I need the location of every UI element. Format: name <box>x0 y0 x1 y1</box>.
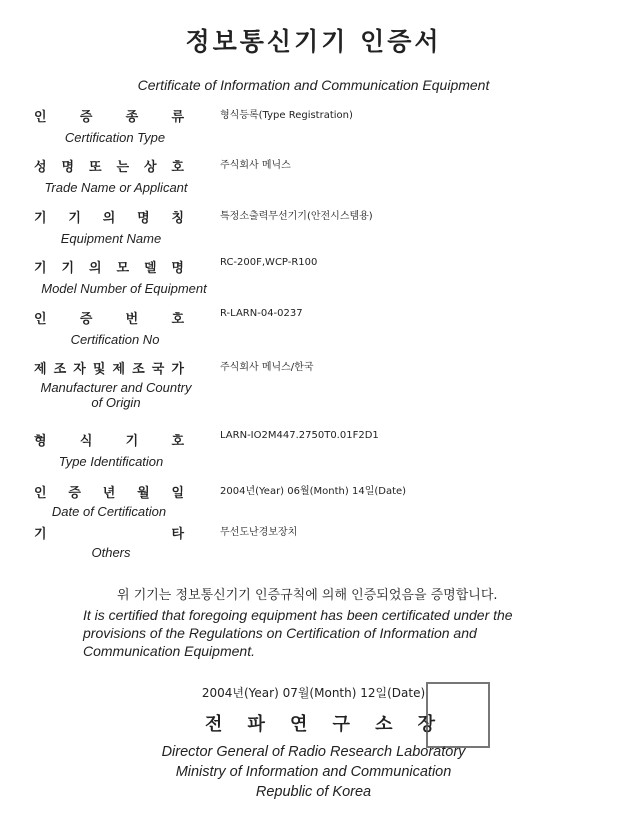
field-label-char: 기 <box>68 211 81 226</box>
field-label-char: 국 <box>151 362 165 377</box>
field-label-char: 조 <box>132 362 145 377</box>
field-label-char: 의 <box>102 211 116 226</box>
issuer-char: 파 <box>247 714 265 735</box>
issuer-char: 구 <box>332 714 350 735</box>
field-label-char: 기 <box>61 261 75 276</box>
field-value: LARN-IO2M447.2750T0.01F2D1 <box>220 430 379 441</box>
field-label-char: 모 <box>116 261 130 276</box>
issuer-korean <box>205 710 435 736</box>
field-label-char: 증 <box>79 110 93 125</box>
field-label-korean <box>34 482 184 501</box>
field-label-korean <box>34 523 184 542</box>
field-label-char: 호 <box>171 160 184 175</box>
field-label-english: Others <box>91 545 131 560</box>
field-label-char: 델 <box>143 261 157 276</box>
field-label-char: 및 <box>92 362 106 377</box>
field-label-korean <box>34 308 184 327</box>
field-label-char: 기 <box>34 261 47 276</box>
field-label-english: Certification No <box>70 332 160 347</box>
field-label-char: 인 <box>34 486 47 501</box>
field-label-char: 명 <box>171 261 184 276</box>
field-label-char: 조 <box>53 362 67 377</box>
field-label-char: 상 <box>143 160 157 175</box>
issue-date: 2004년(Year) 07월(Month) 12일(Date) <box>201 686 426 700</box>
field-label-char: 칭 <box>171 211 184 226</box>
field-label-char: 종 <box>125 110 139 125</box>
field-label-char: 가 <box>171 362 184 377</box>
field-label-char: 기 <box>125 434 139 449</box>
field-label-char: 월 <box>137 486 150 501</box>
field-label-char: 자 <box>73 362 86 377</box>
field-label-char: 류 <box>171 110 184 125</box>
issuer-char: 장 <box>417 714 435 735</box>
field-label-korean <box>34 257 184 276</box>
field-label-english: Manufacturer and Country of Origin <box>40 380 192 410</box>
issuer-char: 전 <box>205 714 223 735</box>
field-value: 형식등록(Type Registration) <box>220 110 353 121</box>
field-label-char: 또 <box>88 160 102 175</box>
field-label-korean <box>34 358 184 377</box>
field-value: 무선도난경보장치 <box>220 527 298 538</box>
certificate-title: 정보통신기기 인증서 <box>185 27 442 56</box>
field-label-char: 명 <box>61 160 75 175</box>
issuer-line-3: Republic of Korea <box>255 784 372 800</box>
field-label-korean <box>34 156 184 175</box>
field-value: R-LARN-04-0237 <box>220 308 303 319</box>
field-label-char: 식 <box>79 434 93 449</box>
field-label-char: 년 <box>102 486 116 501</box>
field-label-char: 는 <box>116 160 130 175</box>
field-label-char: 증 <box>79 312 93 327</box>
field-label-char: 타 <box>171 527 184 542</box>
field-label-char: 인 <box>34 312 47 327</box>
field-label-char: 명 <box>137 211 150 226</box>
field-label-char: 기 <box>34 211 47 226</box>
field-value: 2004년(Year) 06월(Month) 14일(Date) <box>220 486 407 497</box>
field-label-char: 호 <box>171 312 184 327</box>
field-label-char: 의 <box>88 261 102 276</box>
field-label-english: Model Number of Equipment <box>41 281 207 296</box>
field-label-english: Trade Name or Applicant <box>44 180 188 195</box>
field-label-char: 성 <box>34 160 47 175</box>
issuer-english <box>0 742 627 802</box>
issuer-line-2: Ministry of Information and Communication <box>175 764 452 780</box>
issuer-char: 소 <box>375 714 393 735</box>
field-value: 주식회사 메닉스 <box>220 160 291 171</box>
field-value: RC-200F,WCP-R100 <box>220 257 318 268</box>
statement-english: It is certified that foregoing equipment has been certificated under the provisions of the Regulations on Certification of Information and Communication Equipment. <box>83 607 513 659</box>
field-value: 주식회사 메닉스/한국 <box>220 362 314 373</box>
field-label-korean <box>34 430 184 449</box>
field-label-char: 형 <box>34 434 47 449</box>
field-label-korean <box>34 106 184 125</box>
field-value: 특정소출력무선기기(안전시스템용) <box>220 211 373 222</box>
field-label-char: 인 <box>34 110 47 125</box>
issuer-line-1: Director General of Radio Research Laboratory <box>161 744 466 760</box>
field-label-char: 일 <box>171 486 184 501</box>
certificate-subtitle: Certificate of Information and Communication Equipment <box>137 77 490 93</box>
field-label-korean <box>34 207 184 226</box>
field-label-english: Equipment Name <box>60 231 162 246</box>
official-seal <box>426 682 490 748</box>
field-label-english: Type Identification <box>58 454 164 469</box>
statement-korean: 위 기기는 정보통신기기 인증규칙에 의해 인증되었음을 증명합니다. <box>117 588 498 603</box>
field-label-english: Date of Certification <box>51 504 167 519</box>
field-label-char: 제 <box>112 362 126 377</box>
field-label-char: 증 <box>68 486 81 501</box>
field-label-english: Certification Type <box>64 130 166 145</box>
field-label-char: 기 <box>34 527 47 542</box>
issuer-char: 연 <box>290 714 308 735</box>
field-label-char: 호 <box>171 434 184 449</box>
field-label-char: 번 <box>125 312 139 327</box>
field-label-char: 제 <box>34 362 47 377</box>
